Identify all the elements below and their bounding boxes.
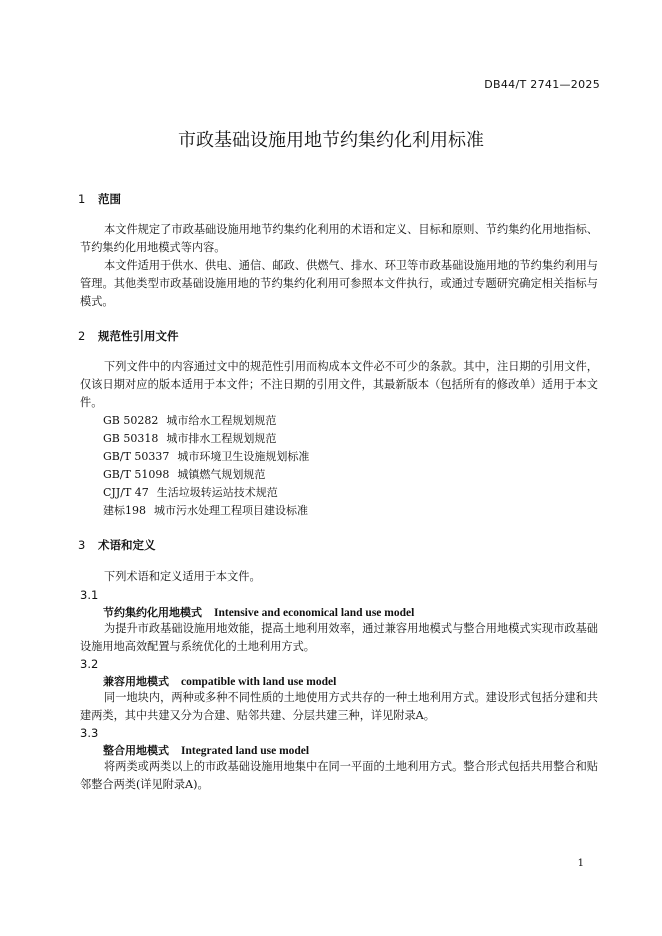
term-definition: 同一地块内，两种或多种不同性质的土地使用方式共存的一种土地利用方式。建设形式包括分建和共建两类，其中共建又分为合建、贴邻共建、分层共建三种，详见附录A。 — [80, 691, 598, 722]
section-heading-terms — [78, 537, 156, 553]
section-number: 1 — [78, 192, 86, 206]
reference-title: 生活垃圾转运站技术规范 — [156, 486, 278, 499]
reference-code: GB/T 51098 — [103, 468, 170, 481]
term-heading — [103, 742, 309, 758]
term-name-en: Integrated land use model — [181, 745, 310, 757]
term-name-cn: 兼容用地模式 — [103, 675, 169, 688]
reference-item — [103, 502, 308, 520]
reference-title: 城市给水工程规划规范 — [166, 414, 277, 427]
section-heading-references — [78, 328, 179, 344]
reference-code: GB/T 50337 — [103, 450, 170, 463]
page-number: 1 — [577, 858, 584, 869]
reference-item — [103, 466, 265, 484]
reference-title: 城市排水工程规划规范 — [166, 432, 277, 445]
term-name-cn: 整合用地模式 — [103, 744, 169, 757]
document-title: 市政基础设施用地节约集约化利用标准 — [178, 130, 484, 151]
reference-item — [103, 484, 278, 502]
term-number: 3.3 — [80, 726, 99, 740]
section-title: 范围 — [98, 192, 121, 206]
reference-title: 城市环境卫生设施规划标准 — [177, 450, 310, 463]
term-name-en: compatible with land use model — [181, 676, 337, 688]
term-definition: 将两类或两类以上的市政基础设施用地集中在同一平面的土地利用方式。整合形式包括共用整合和贴邻整合两类(详见附录A)。 — [80, 760, 598, 791]
term-heading — [103, 673, 336, 689]
term-heading — [103, 604, 414, 620]
reference-item — [103, 448, 309, 466]
term-number: 3.2 — [80, 657, 99, 671]
terms-intro: 下列术语和定义适用于本文件。 — [104, 570, 261, 583]
standard-code: DB44/T 2741—2025 — [484, 78, 600, 91]
term-name-en: Intensive and economical land use model — [214, 607, 415, 619]
scope-paragraph-1: 本文件规定了市政基础设施用地节约集约化利用的术语和定义、目标和原则、节约集约化用地指标、节约集约化用地模式等内容。 — [80, 223, 598, 254]
reference-code: CJJ/T 47 — [103, 486, 149, 499]
term-name-cn: 节约集约化用地模式 — [103, 606, 202, 619]
reference-title: 城市污水处理工程项目建设标准 — [154, 504, 308, 517]
reference-item — [103, 430, 276, 448]
reference-item — [103, 412, 276, 430]
section-heading-scope — [78, 191, 121, 207]
reference-code: 建标198 — [103, 504, 146, 517]
reference-title: 城镇燃气规划规范 — [177, 468, 266, 481]
reference-code: GB 50318 — [103, 432, 159, 445]
section-title: 规范性引用文件 — [98, 329, 179, 343]
scope-paragraph-2: 本文件适用于供水、供电、通信、邮政、供燃气、排水、环卫等市政基础设施用地的节约集约利用与管理。其他类型市政基础设施用地的节约集约化利用可参照本文件执行，或通过专题研究确定相关指标与模式。 — [80, 259, 598, 308]
section-number: 2 — [78, 329, 86, 343]
section-title: 术语和定义 — [98, 538, 156, 552]
term-number: 3.1 — [80, 588, 99, 602]
term-definition: 为提升市政基础设施用地效能，提高土地利用效率，通过兼容用地模式与整合用地模式实现市政基础设施用地高效配置与系统优化的土地利用方式。 — [80, 622, 598, 653]
references-intro: 下列文件中的内容通过文中的规范性引用而构成本文件必不可少的条款。其中，注日期的引用文件，仅该日期对应的版本适用于本文件；不注日期的引用文件，其最新版本（包括所有的修改单）适用于本文件。 — [80, 360, 598, 409]
reference-code: GB 50282 — [103, 414, 159, 427]
section-number: 3 — [78, 538, 86, 552]
